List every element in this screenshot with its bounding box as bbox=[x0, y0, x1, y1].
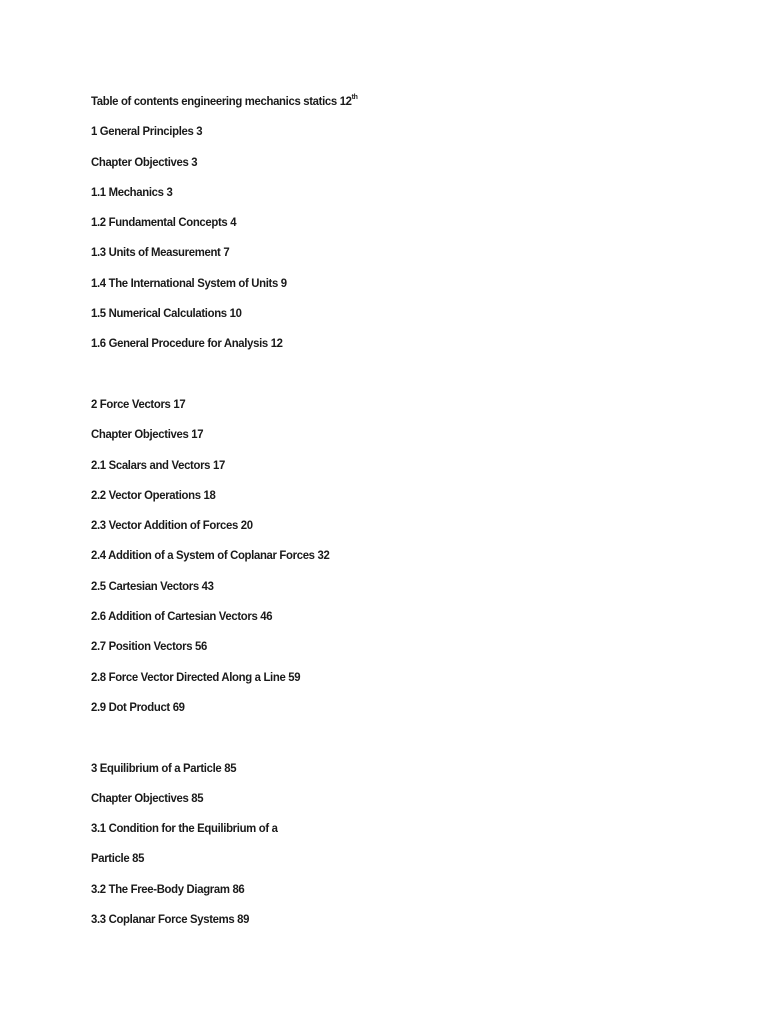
chapter-heading: 3 Equilibrium of a Particle 85 bbox=[91, 760, 237, 775]
toc-entry: 2.3 Vector Addition of Forces 20 bbox=[91, 518, 253, 533]
toc-entry: Particle 85 bbox=[91, 851, 145, 866]
toc-entry: 1.6 General Procedure for Analysis 12 bbox=[91, 336, 283, 351]
toc-entry: 3.2 The Free-Body Diagram 86 bbox=[91, 881, 245, 896]
toc-entry: 2.7 Position Vectors 56 bbox=[91, 639, 207, 654]
toc-entry: Chapter Objectives 17 bbox=[91, 427, 204, 442]
toc-entry: 2.6 Addition of Cartesian Vectors 46 bbox=[91, 609, 273, 624]
toc-entry: 2.4 Addition of a System of Coplanar Forces 32 bbox=[91, 548, 330, 563]
chapter-heading: 1 General Principles 3 bbox=[91, 124, 203, 139]
toc-entry: Chapter Objectives 85 bbox=[91, 790, 204, 805]
toc-title bbox=[91, 92, 686, 122]
toc-entry: 1.1 Mechanics 3 bbox=[91, 184, 173, 199]
toc-entry: 1.4 The International System of Units 9 bbox=[91, 275, 287, 290]
toc-title-text: Table of contents engineering mechanics statics 12 bbox=[91, 94, 352, 108]
toc-entry: 2.2 Vector Operations 18 bbox=[91, 487, 216, 502]
toc-entry: 1.5 Numerical Calculations 10 bbox=[91, 306, 242, 321]
toc-entry: 3.1 Condition for the Equilibrium of a bbox=[91, 821, 278, 836]
chapter-heading: 2 Force Vectors 17 bbox=[91, 396, 186, 411]
toc-entry: 2.1 Scalars and Vectors 17 bbox=[91, 457, 225, 472]
toc-entry: Chapter Objectives 3 bbox=[91, 154, 198, 169]
toc-entry: 3.3 Coplanar Force Systems 89 bbox=[91, 912, 250, 927]
toc-entry: 2.8 Force Vector Directed Along a Line 59 bbox=[91, 669, 301, 684]
table-of-contents bbox=[91, 92, 686, 940]
toc-entry: 1.3 Units of Measurement 7 bbox=[91, 245, 230, 260]
toc-entry: 2.5 Cartesian Vectors 43 bbox=[91, 578, 214, 593]
toc-entry: 1.2 Fundamental Concepts 4 bbox=[91, 215, 237, 230]
toc-entry: 2.9 Dot Product 69 bbox=[91, 699, 185, 714]
toc-title-superscript: th bbox=[351, 91, 358, 101]
